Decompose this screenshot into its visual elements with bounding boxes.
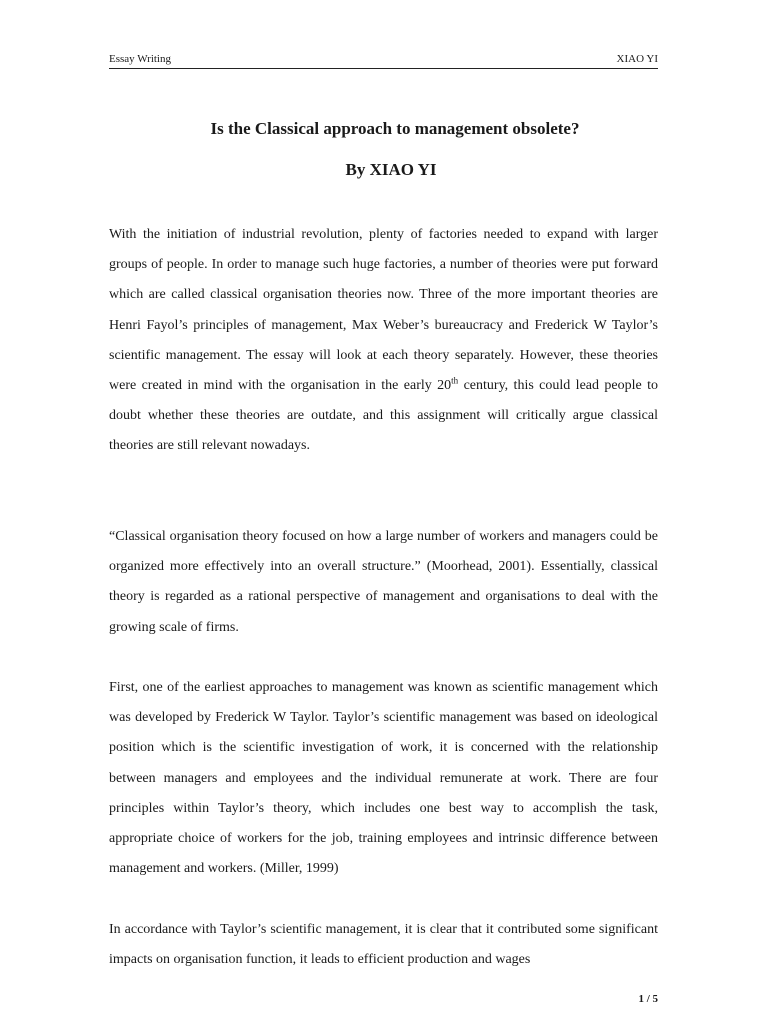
paragraph-scientific-management: First, one of the earliest approaches to management was known as scientific management which was developed by Frederick W Taylor. Taylor’s scientific management was based on ideological position which is the scientific investigation of work, it is concerned with the relationship between managers and employees and the individual remunerate at work. There are four principles within Taylor’s theory, which includes one best way to accomplish the task, appropriate choice of workers for the job, training employees and intrinsic difference between management and workers. (Miller, 1999)	[109, 680, 658, 877]
essay-byline: By XIAO YI	[345, 160, 437, 179]
paragraph-intro-text-b: century, this could lead people to doubt whether these theories are outdate, and this assignment will critically argue classical theories are still relevant nowadays.	[109, 378, 658, 454]
page-number: 1 / 5	[638, 993, 658, 1005]
header-left-text: Essay Writing	[109, 53, 171, 65]
header-right-text: XIAO YI	[616, 53, 658, 65]
page-header	[109, 52, 658, 69]
paragraph-intro-superscript: th	[451, 375, 459, 386]
paragraph-intro-text-a: With the initiation of industrial revolution, plenty of factories needed to expand with larger groups of people. In order to manage such huge factories, a number of theories were put forward which are called classical organisation theories now. Three of the more important theories are Henri Fayol’s principles of management, Max Weber’s bureaucracy and Frederick W Taylor’s scientific management. The essay will look at each theory separately. However, these theories were created in mind with the organisation in the early 20	[109, 227, 658, 394]
paragraph-taylor-impact: In accordance with Taylor’s scientific management, it is clear that it contributed some significant impacts on organisation function, it leads to efficient production and wages	[109, 922, 658, 968]
essay-title: Is the Classical approach to management obsolete?	[210, 119, 580, 138]
paragraph-intro	[109, 220, 658, 462]
paragraph-classical-theory: “Classical organisation theory focused on how a large number of workers and managers could be organized more effectively into an overall structure.” (Moorhead, 2001). Essentially, classical theory is regarded as a rational perspective of management and organisations to deal with the growing scale of firms.	[109, 529, 658, 635]
